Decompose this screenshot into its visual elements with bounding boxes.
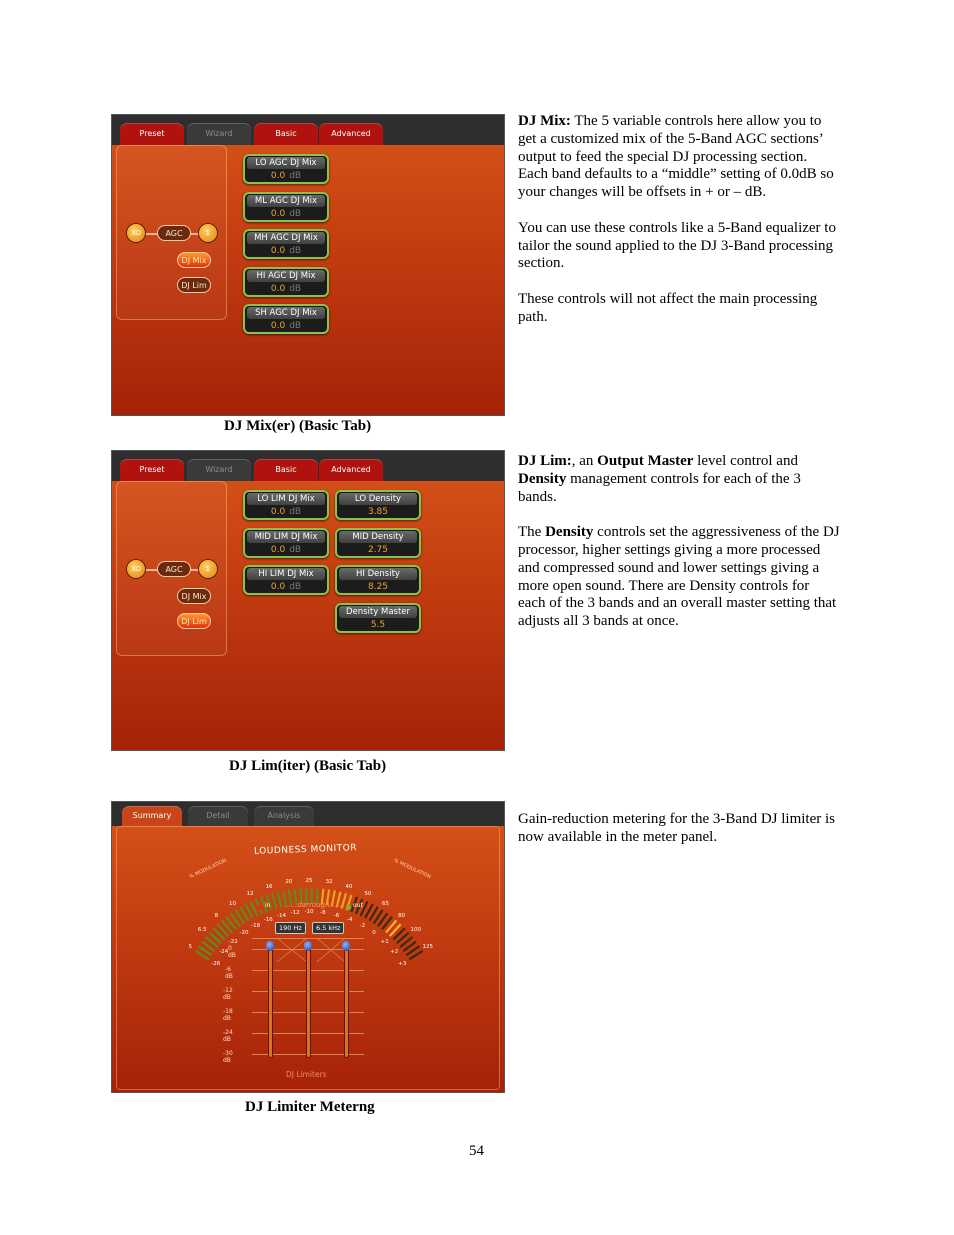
dj-mix-node[interactable]: DJ Mix: [177, 252, 211, 268]
sh-agc-dj-mix-control[interactable]: [243, 304, 329, 334]
control-value: 5.5: [370, 620, 386, 630]
modulation-label-right: % MODULATION: [392, 857, 432, 881]
control-value-row: [245, 544, 327, 556]
control-unit: dB: [289, 545, 302, 555]
mh-agc-dj-mix-control[interactable]: [243, 229, 329, 259]
text-run: management controls for each of the 3 bands.: [518, 470, 801, 505]
db-label: -12 dB: [223, 987, 233, 1001]
mid-density-control[interactable]: [335, 528, 421, 558]
control-value-row: [245, 170, 327, 182]
signal-flow-panel: [116, 481, 227, 656]
tab-advanced[interactable]: Advanced: [319, 459, 383, 481]
figure1-caption: DJ Mix(er) (Basic Tab): [224, 418, 372, 434]
control-title: MID Density: [339, 531, 417, 543]
density-master-control[interactable]: [335, 603, 421, 633]
db-tick-label: -12: [290, 909, 300, 916]
paragraph: You can use these controls like a 5-Band equalizer to tailor the sound applied to the DJ 3-Band processing section.: [518, 219, 836, 272]
modulation-label-left: % MODULATION: [188, 857, 228, 881]
high-band-gr-bar: [344, 948, 349, 1058]
low-band-knob-icon: [266, 941, 274, 951]
control-title: HI AGC DJ Mix: [247, 270, 325, 282]
control-unit: dB: [289, 246, 302, 256]
control-title: HI LIM DJ Mix: [247, 568, 325, 580]
hi-lim-dj-mix-control[interactable]: [243, 565, 329, 595]
hi-density-control[interactable]: [335, 565, 421, 595]
modulation-tick-label: 32: [325, 879, 333, 886]
modulation-tick-label: 12: [246, 890, 254, 897]
lo-density-control[interactable]: [335, 490, 421, 520]
db-tick-label: -8: [320, 909, 326, 916]
control-unit: dB: [289, 284, 302, 294]
control-value: 0.0: [270, 582, 286, 592]
control-value-row: [245, 506, 327, 518]
dj-lim-screenshot: [111, 450, 505, 751]
paragraph: [518, 453, 840, 506]
lo-agc-dj-mix-control[interactable]: [243, 154, 329, 184]
dj-mix-node[interactable]: DJ Mix: [177, 588, 211, 604]
db-tick-label: -24: [219, 949, 229, 956]
modulation-tick-label: 8: [214, 913, 219, 920]
db-label: -18 dB: [223, 1008, 233, 1022]
dj-limiter-meter-screenshot: [111, 801, 505, 1093]
control-value: 0.0: [270, 507, 286, 517]
control-value: 0.0: [270, 171, 286, 181]
density-term: Density: [545, 524, 594, 541]
xo-node[interactable]: XO: [127, 224, 145, 242]
control-value: 2.75: [367, 545, 389, 555]
dj-lim-description: [518, 453, 840, 649]
tab-preset[interactable]: Preset: [120, 123, 184, 145]
control-title: LO LIM DJ Mix: [247, 493, 325, 505]
mid-lim-dj-mix-control[interactable]: [243, 528, 329, 558]
control-title: HI Density: [339, 568, 417, 580]
control-title: LO Density: [339, 493, 417, 505]
modulation-tick-label: 10: [228, 900, 236, 907]
control-unit: dB: [289, 171, 302, 181]
figure3-caption: DJ Limiter Meterng: [245, 1099, 375, 1115]
legend-in: in: [265, 902, 271, 909]
control-value: 0.0: [270, 321, 286, 331]
tab-wizard[interactable]: Wizard: [187, 123, 251, 145]
ml-agc-dj-mix-control[interactable]: [243, 192, 329, 222]
control-value: 8.25: [367, 582, 389, 592]
control-value: 0.0: [270, 209, 286, 219]
text-run: level control and: [693, 453, 798, 469]
modulation-tick-label: 65: [382, 900, 390, 907]
dj-mix-screenshot: [111, 114, 505, 416]
paragraph: These controls will not affect the main processing path.: [518, 290, 818, 325]
dj-limiters-label: DJ Limiters: [286, 1070, 327, 1079]
control-title: LO AGC DJ Mix: [247, 157, 325, 169]
mid-band-gr-bar: [306, 948, 311, 1058]
db-tick-label: +3: [398, 960, 407, 967]
tab-summary[interactable]: Summary: [122, 806, 182, 826]
brand-mark: ......darrough......: [284, 901, 343, 909]
modulation-tick-label: 125: [422, 943, 433, 950]
control-value: 0.0: [270, 284, 286, 294]
tab-detail[interactable]: Detail: [188, 806, 248, 826]
db-tick-label: -2: [359, 922, 366, 929]
modulation-tick-label: 25: [305, 878, 313, 884]
modulation-tick-label: 16: [265, 883, 273, 890]
low-band-gr-bar: [268, 948, 273, 1058]
tab-basic[interactable]: Basic: [254, 459, 318, 481]
tab-analysis[interactable]: Analysis: [254, 806, 314, 826]
paragraph: [518, 113, 840, 202]
tab-bar: [112, 115, 504, 145]
sum-node[interactable]: Σ: [199, 224, 217, 242]
db-tick-label: -4: [347, 916, 353, 923]
lo-lim-dj-mix-control[interactable]: [243, 490, 329, 520]
paragraph: Gain-reduction metering for the 3-Band DJ limiter is now available in the meter panel.: [518, 811, 835, 845]
control-title: MID LIM DJ Mix: [247, 531, 325, 543]
control-value: 0.0: [270, 246, 286, 256]
db-tick-label: +2: [390, 949, 399, 956]
paragraph: [518, 524, 840, 631]
modulation-tick-label: 5: [188, 943, 193, 950]
db-tick-label: -16: [263, 916, 273, 923]
agc-node[interactable]: AGC: [157, 225, 191, 241]
tab-advanced[interactable]: Advanced: [319, 123, 383, 145]
control-title: MH AGC DJ Mix: [247, 232, 325, 244]
tab-basic[interactable]: Basic: [254, 123, 318, 145]
control-value-row: [245, 283, 327, 295]
control-unit: dB: [289, 507, 302, 517]
control-unit: dB: [289, 582, 302, 592]
high-band-knob-icon: [342, 941, 350, 951]
control-value-row: [245, 320, 327, 332]
control-unit: dB: [289, 209, 302, 219]
text-run: The 5 variable controls here allow you to get a customized mix of the 5-Band AGC sections’ output to feed the special DJ processing section. Each band defaults to a “middle” setting of 0.0dB so your changes will be offsets in + or – dB.: [518, 113, 834, 201]
control-unit: dB: [289, 321, 302, 331]
figure2-caption: DJ Lim(iter) (Basic Tab): [229, 758, 387, 774]
control-title: SH AGC DJ Mix: [247, 307, 325, 319]
meter-description: [518, 811, 840, 864]
output-master-term: Output Master: [597, 453, 694, 469]
crossover-low-badge: 190 Hz: [275, 922, 306, 934]
db-label: -6 dB: [225, 966, 233, 980]
crossover-high-badge: 6.5 kHz: [312, 922, 344, 934]
modulation-tick-label: 6.5: [197, 927, 207, 934]
db-tick-label: -10: [304, 909, 314, 915]
db-tick-label: +1: [380, 939, 389, 946]
signal-flow-panel: [116, 145, 227, 320]
sum-node[interactable]: Σ: [199, 560, 217, 578]
page-number: 54: [469, 1143, 484, 1159]
loudness-monitor-title: LOUDNESS MONITOR: [253, 843, 358, 857]
db-tick-label: -6: [333, 912, 340, 919]
modulation-tick-label: 100: [410, 927, 422, 934]
dj-mix-term: DJ Mix:: [518, 113, 571, 129]
xo-node[interactable]: XO: [127, 560, 145, 578]
text-run: The: [518, 524, 546, 541]
modulation-tick-label: 40: [345, 883, 353, 890]
db-tick-label: -18: [251, 922, 261, 929]
db-tick-label: -20: [239, 930, 249, 937]
db-tick-label: 0: [372, 930, 376, 937]
db-tick-label: -26: [211, 960, 221, 967]
tab-preset[interactable]: Preset: [120, 459, 184, 481]
db-label: -30 dB: [223, 1050, 233, 1064]
tab-bar: [112, 451, 504, 481]
db-label: -24 dB: [223, 1029, 233, 1043]
dj-lim-node[interactable]: DJ Lim: [177, 277, 211, 293]
density-term: Density: [518, 470, 567, 487]
legend-out: out: [353, 902, 363, 909]
text-run: controls set the aggressiveness of the DJ processor, higher settings giving a more processed and compressed sound and lower settings giving a more open sound. There are Density controls for each of the 3 bands and an overall master setting that adjusts all 3 bands at once.: [518, 524, 840, 630]
control-value-row: [245, 245, 327, 257]
db-tick-label: -22: [228, 939, 238, 946]
db-label: 0 dB: [228, 945, 236, 959]
tab-wizard[interactable]: Wizard: [187, 459, 251, 481]
control-value-row: [245, 208, 327, 220]
modulation-tick-label: 50: [364, 890, 372, 897]
control-value-row: [245, 581, 327, 593]
text-run: , an: [571, 453, 598, 469]
control-title: Density Master: [339, 606, 417, 618]
hi-agc-dj-mix-control[interactable]: [243, 267, 329, 297]
agc-node[interactable]: AGC: [157, 561, 191, 577]
db-tick-label: -14: [276, 912, 286, 919]
control-value: 3.85: [367, 507, 389, 517]
modulation-tick-label: 80: [398, 913, 406, 920]
mid-band-knob-icon: [304, 941, 312, 951]
dj-lim-node[interactable]: DJ Lim: [177, 613, 211, 629]
control-title: ML AGC DJ Mix: [247, 195, 325, 207]
dj-lim-term: DJ Lim:: [518, 453, 572, 469]
dj-mix-description: [518, 113, 840, 344]
modulation-tick-label: 20: [285, 879, 293, 886]
control-value: 0.0: [270, 545, 286, 555]
